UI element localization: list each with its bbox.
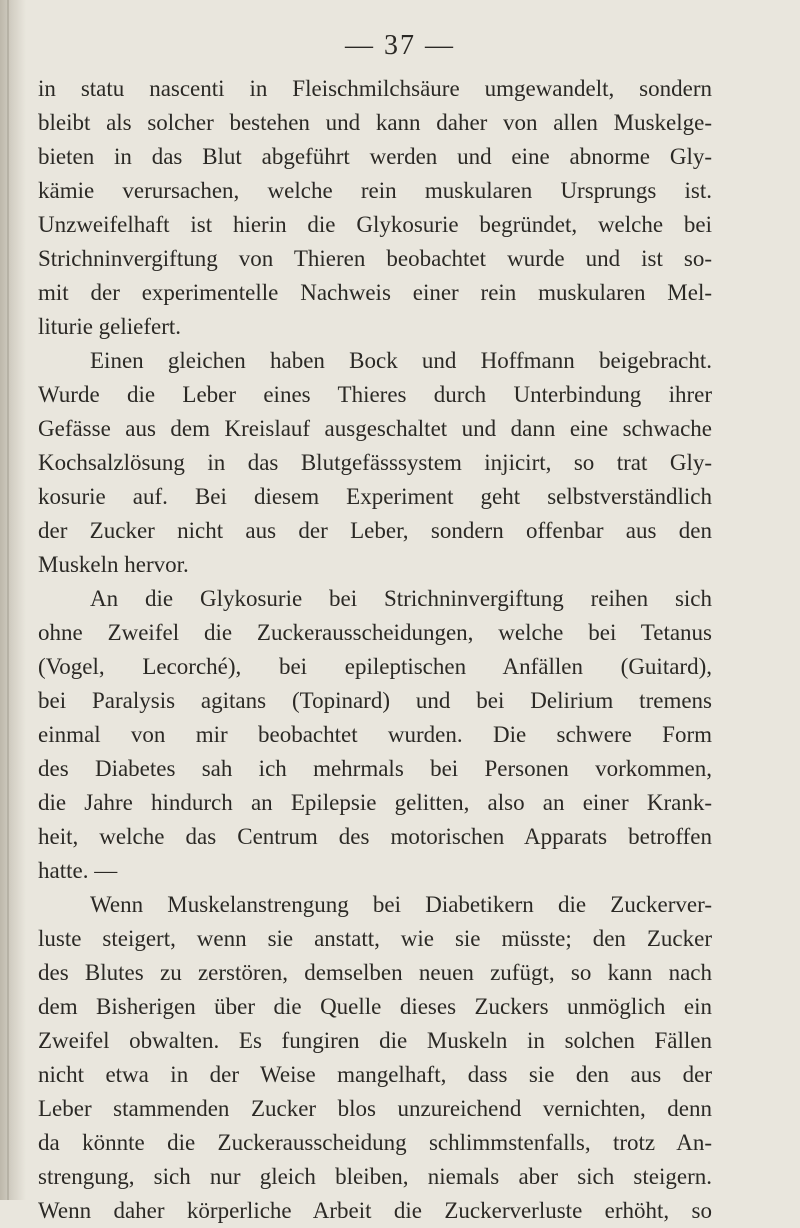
text-line: die Jahre hindurch an Epilepsie gelitten, also an einer Krank- bbox=[38, 790, 712, 815]
text-line: mit der experimentelle Nachweis einer rein muskularen Mel- bbox=[38, 280, 712, 305]
text-line: des Diabetes sah ich mehrmals bei Personen vorkommen, bbox=[38, 756, 712, 781]
text-line: kosurie auf. Bei diesem Experiment geht selbstverständlich bbox=[38, 484, 712, 509]
page-number: — 37 — bbox=[345, 30, 455, 61]
text-line: Kochsalzlösung in das Blutgefässsystem injicirt, so trat Gly- bbox=[38, 450, 712, 475]
text-line: der Zucker nicht aus der Leber, sondern offenbar aus den bbox=[38, 518, 712, 543]
body-text bbox=[38, 72, 712, 1228]
text-line: in statu nascenti in Fleischmilchsäure umgewandelt, sondern bbox=[38, 76, 712, 101]
text-line: Einen gleichen haben Bock und Hoffmann beigebracht. bbox=[90, 348, 712, 373]
text-line: heit, welche das Centrum des motorischen Apparats betroffen bbox=[38, 824, 712, 849]
text-line: Zweifel obwalten. Es fungiren die Muskeln in solchen Fällen bbox=[38, 1028, 712, 1053]
text-line: Wenn Muskelanstrengung bei Diabetikern die Zuckerver- bbox=[90, 892, 712, 917]
text-line: da könnte die Zuckerausscheidung schlimmstenfalls, trotz An- bbox=[38, 1130, 712, 1155]
text-line: Wenn daher körperliche Arbeit die Zuckerverluste erhöht, so bbox=[38, 1198, 712, 1223]
text-line: Wurde die Leber eines Thieres durch Unterbindung ihrer bbox=[38, 382, 712, 407]
text-line: einmal von mir beobachtet wurden. Die schwere Form bbox=[38, 722, 712, 747]
text-line: bieten in das Blut abgeführt werden und eine abnorme Gly- bbox=[38, 144, 712, 169]
text-line: bei Paralysis agitans (Topinard) und bei Delirium tremens bbox=[38, 688, 712, 713]
text-line: hatte. — bbox=[38, 858, 118, 883]
text-line: dem Bisherigen über die Quelle dieses Zuckers unmöglich ein bbox=[38, 994, 712, 1019]
text-line: luste steigert, wenn sie anstatt, wie sie müsste; den Zucker bbox=[38, 926, 712, 951]
text-line: (Vogel, Lecorché), bei epileptischen Anfällen (Guitard), bbox=[38, 654, 712, 679]
page-gutter-shadow bbox=[0, 0, 26, 1200]
text-line: strengung, sich nur gleich bleiben, niemals aber sich steigern. bbox=[38, 1164, 712, 1189]
text-line: Muskeln hervor. bbox=[38, 552, 189, 577]
text-line: ohne Zweifel die Zuckerausscheidungen, welche bei Tetanus bbox=[38, 620, 712, 645]
binding-edge bbox=[7, 0, 9, 1200]
text-line: bleibt als solcher bestehen und kann daher von allen Muskelge- bbox=[38, 110, 712, 135]
text-line: Unzweifelhaft ist hierin die Glykosurie begründet, welche bei bbox=[38, 212, 712, 237]
text-line: nicht etwa in der Weise mangelhaft, dass sie den aus der bbox=[38, 1062, 712, 1087]
text-line: kämie verursachen, welche rein muskularen Ursprungs ist. bbox=[38, 178, 712, 203]
text-line: liturie geliefert. bbox=[38, 314, 182, 339]
text-line: An die Glykosurie bei Strichninvergiftung reihen sich bbox=[90, 586, 712, 611]
text-line: Leber stammenden Zucker blos unzureichend vernichten, denn bbox=[38, 1096, 712, 1121]
text-line: des Blutes zu zerstören, demselben neuen zufügt, so kann nach bbox=[38, 960, 712, 985]
text-line: Strichninvergiftung von Thieren beobachtet wurde und ist so- bbox=[38, 246, 712, 271]
text-line: Gefässe aus dem Kreislauf ausgeschaltet und dann eine schwache bbox=[38, 416, 712, 441]
